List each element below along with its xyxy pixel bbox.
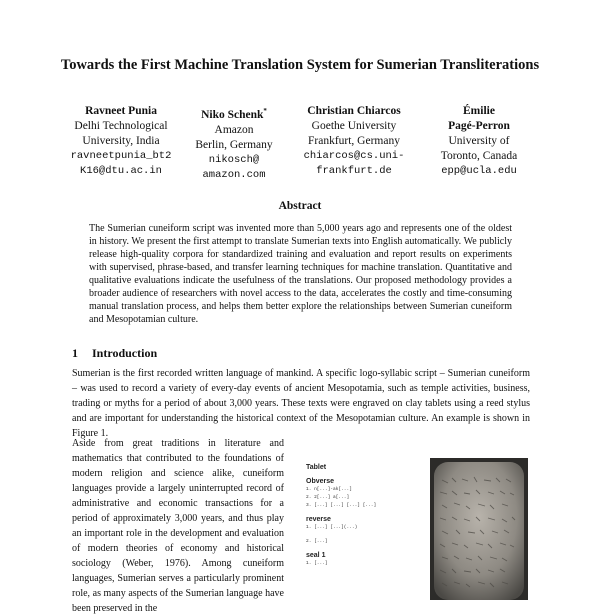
cuneiform-tablet-photo	[430, 458, 528, 600]
figure-line: 2. [...]	[306, 539, 328, 544]
author-affiliation: Amazon	[214, 123, 254, 136]
figure-line: 1. n[...]-ak[...]	[306, 487, 352, 492]
author-block-4	[424, 104, 534, 179]
figure-seal-label: seal 1	[306, 552, 326, 559]
figure-line: 3. [...] [...] [...] [...]	[306, 503, 377, 508]
author-block-3	[292, 104, 416, 179]
author-affiliation: Goethe University	[311, 120, 397, 132]
author-affiliation: Berlin, Germany	[195, 138, 273, 151]
affiliation-mark: *	[263, 107, 267, 115]
author-email: epp@ucla.edu	[441, 165, 517, 177]
intro-paragraph-2: Aside from great traditions in literature and mathematics that contributed to the foundations of modern religion and science alike, cuneiform languages provide a largely uninterrupted record of administrative and economic transactions for a period of approximately 3,000 years, and thus play an important role in the development and evaluation of modern theories of economy and historical sociology (Weber, 1976). Among cuneiform languages, Sumerian serves a particularly prominent role, as many aspects of the Sumerian language have been preserved in the	[72, 438, 284, 614]
figure-line: 2. 2[...] a[...]	[306, 495, 350, 500]
figure-obverse-label: Obverse	[306, 478, 335, 485]
author-affiliation: University, India	[82, 135, 160, 147]
author-email: amazon.com	[202, 168, 266, 181]
abstract-heading: Abstract	[278, 200, 322, 212]
author-email: ravneetpunia_bt2	[70, 150, 172, 162]
author-name: Émilie	[463, 105, 495, 117]
paper-title: Towards the First Machine Translation System for Sumerian Transliterations	[60, 57, 540, 73]
author-affiliation: Toronto, Canada	[440, 150, 518, 162]
author-affiliation: Delhi Technological	[74, 120, 168, 132]
section-number: 1	[72, 346, 78, 360]
author-email: chiarcos@cs.uni-	[303, 150, 405, 162]
intro-paragraph-1: Sumerian is the first recorded written language of mankind. A specific logo-syllabic script – Sumerian cuneiform – was used to record a variety of every-day events of ancient Mesopotamia, such as temple activities, business, trading or myths for a period of about 3,000 years. These texts were engraved on clay tablets using a reed stylus and are important for understanding the historical context of the Mesopotamian culture. An example is shown in Figure 1.	[72, 368, 530, 439]
figure-reverse-label: reverse	[306, 516, 331, 523]
author-block-1	[66, 104, 176, 179]
section-heading	[72, 346, 157, 361]
author-email: frankfurt.de	[316, 165, 392, 177]
figure-transliteration-panel	[300, 458, 430, 600]
author-email: nikosch@	[208, 153, 260, 166]
author-name-line2: Pagé-Perron	[448, 120, 510, 132]
section-title: Introduction	[92, 346, 158, 360]
figure-line: 1. [...] [...](...)	[306, 525, 358, 530]
abstract-text: The Sumerian cuneiform script was invented more than 5,000 years ago and represents one of the oldest in history. We present the first attempt to translate Sumerian texts into English automatically. We publicly release high-quality corpora for standardized training and evaluation and report results on experiments with supervised, phrase-based, and transfer learning techniques for machine translation. Quantitative and qualitative evaluations indicate the usefulness of the translations. Our proposed methodology provides a broader audience of researchers with novel access to the data, accelerates the costly and time-consuming manual translation process, and helps them better explore the relationships between Sumerian cuneiform and Mesopotamian culture.	[89, 223, 512, 325]
author-affiliation: Frankfurt, Germany	[308, 135, 400, 147]
author-name: Christian Chiarcos	[307, 105, 401, 117]
figure-line: 1. [...]	[306, 561, 328, 566]
author-name: Ravneet Punia	[85, 105, 157, 117]
author-block-2	[188, 104, 280, 183]
author-name: Niko Schenk	[201, 108, 264, 121]
author-email: K16@dtu.ac.in	[80, 165, 162, 177]
figure-heading: Tablet	[306, 464, 327, 471]
author-affiliation: University of	[448, 135, 510, 147]
